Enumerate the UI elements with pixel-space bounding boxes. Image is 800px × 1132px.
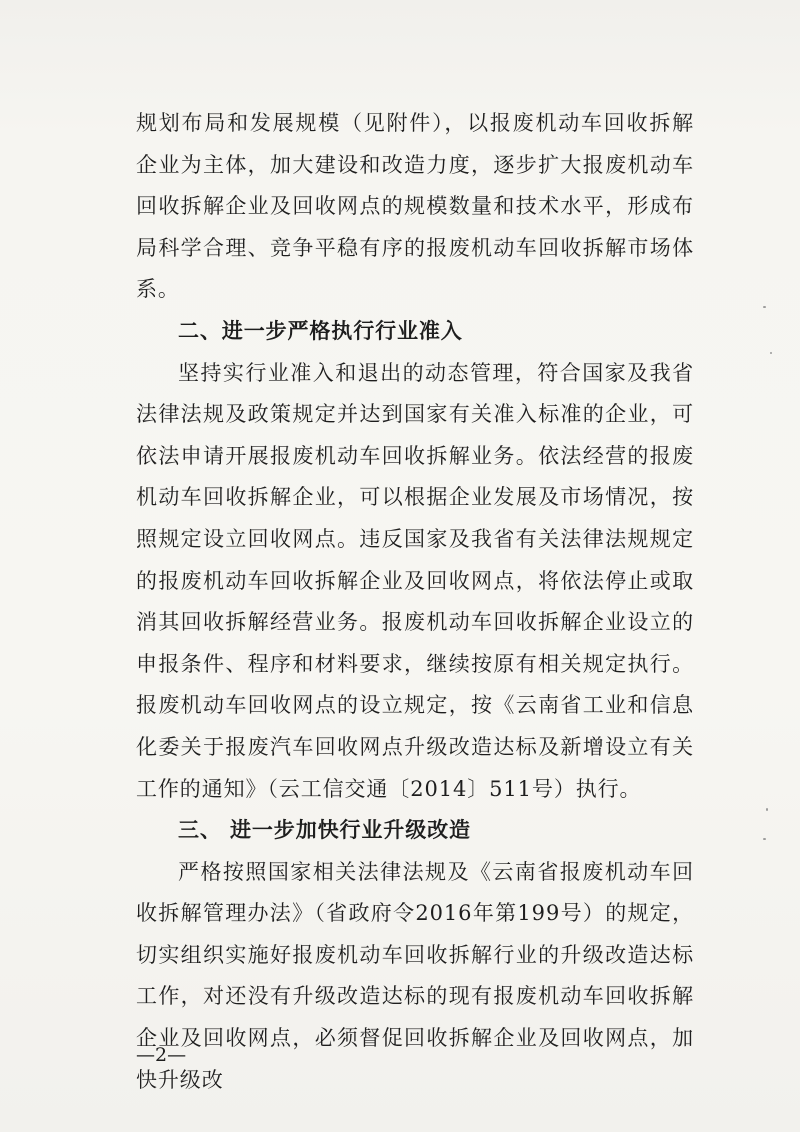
section-heading-2: 二、进一步严格执行行业准入 [178,318,463,343]
scan-speck [770,352,772,354]
page-number: —2— [136,1044,187,1066]
paragraph-2: 坚持实行业准入和退出的动态管理，符合国家及我省法律法规及政策规定并达到国家有关准入标准的企业，可依法申请开展报废机动车回收拆解业务。依法经营的报废机动车回收拆解企业，可以根据企业发展及市场情况，按照规定设立回收网点。违反国家及我省有关法律法规规定的报废机动车回收拆解企业及回收网点，将依法停止或取消其回收拆解经营业务。报废机动车回收拆解企业设立的申报条件、程序和材料要求，继续按原有相关规定执行。报废机动车回收网点的设立规定，按《云南省工业和信息化委关于报废汽车回收网点升级改造达标及新增设立有关工作的通知》（云工信交通〔2014〕511号）执行。 [136,360,694,801]
scan-speck [766,808,768,811]
scan-speck [763,838,766,840]
scan-speck [763,306,766,308]
section-heading-3: 三、 进一步加快行业升级改造 [178,818,471,843]
document-body [136,103,694,1101]
paragraph-1: 规划布局和发展规模（见附件），以报废机动车回收拆解企业为主体，加大建设和改造力度，逐步扩大报废机动车回收拆解企业及回收网点的规模数量和技术水平，形成布局科学合理、竞争平稳有序的报废机动车回收拆解市场体系。 [136,111,694,302]
paragraph-3: 严格按照国家相关法律法规及《云南省报废机动车回收拆解管理办法》（省政府令2016年第199号）的规定，切实组织实施好报废机动车回收拆解行业的升级改造达标工作，对还没有升级改造达标的现有报废机动车回收拆解企业及回收网点，必须督促回收拆解企业及回收网点，加快升级改 [136,859,694,1092]
